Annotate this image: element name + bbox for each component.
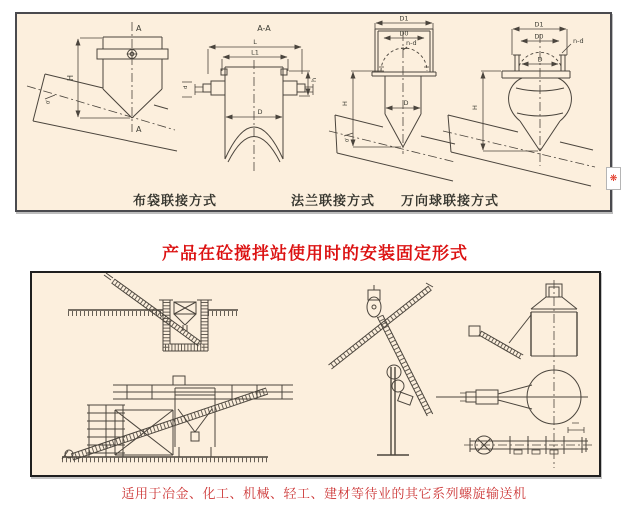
label-shaft-d: d [45,100,52,106]
connection-methods-panel [15,12,612,212]
label-lug-height-h: h [310,77,318,82]
label-bolt-circle-d0: D0 [534,32,544,41]
label-bolt-d: d [183,85,189,89]
section-view-diagram [182,24,318,172]
label-view-title: A-A [257,24,271,33]
connection-methods-drawing [17,14,610,210]
broken-image-glyph: ❋ [609,173,618,183]
label-height-h: H [66,74,75,82]
mast-installation-sketch [329,283,434,455]
section-title: 产品在砼搅拌站使用时的安装固定形式 [162,244,468,263]
label-bolt-circle-d0: D0 [399,29,409,38]
label-outer-width-l: L [253,38,257,46]
frame-installation-sketch [62,376,293,460]
label-inner-width-l1: L1 [251,48,259,57]
pit-installation-sketch [68,273,238,351]
footer-note: 适用于冶金、化工、机械、轻工、建材等待业的其它系列螺旋输送机 [121,486,527,501]
installation-drawing [32,273,599,475]
flange-connection-diagram [329,15,455,182]
ball-connection-caption: 万向球联接方式 [400,193,499,208]
label-height-h: H [341,101,349,106]
installation-panel [30,271,601,477]
label-section-a-bottom: A [136,125,142,134]
label-diameter-d: D [257,108,263,116]
label-bolt-holes-nd: n-d [406,39,417,47]
label-shaft-d: d [344,138,351,144]
ball-connection-diagram [443,21,595,187]
bag-connection-caption: 布袋联接方式 [132,193,217,208]
label-flange-od-d1: D1 [534,20,544,29]
label-flange-od-d1: D1 [399,14,409,23]
broken-image-icon [606,167,621,190]
label-height-h: H [471,105,479,110]
bag-connection-diagram [27,22,177,151]
silo-installation-sketch [436,280,594,468]
label-diameter-d: D [537,55,543,64]
label-diameter-d: D [403,99,409,107]
label-section-a-top: A [136,24,142,33]
label-bolt-holes-nd: n-d [573,37,584,45]
flange-connection-caption: 法兰联接方式 [290,193,375,208]
